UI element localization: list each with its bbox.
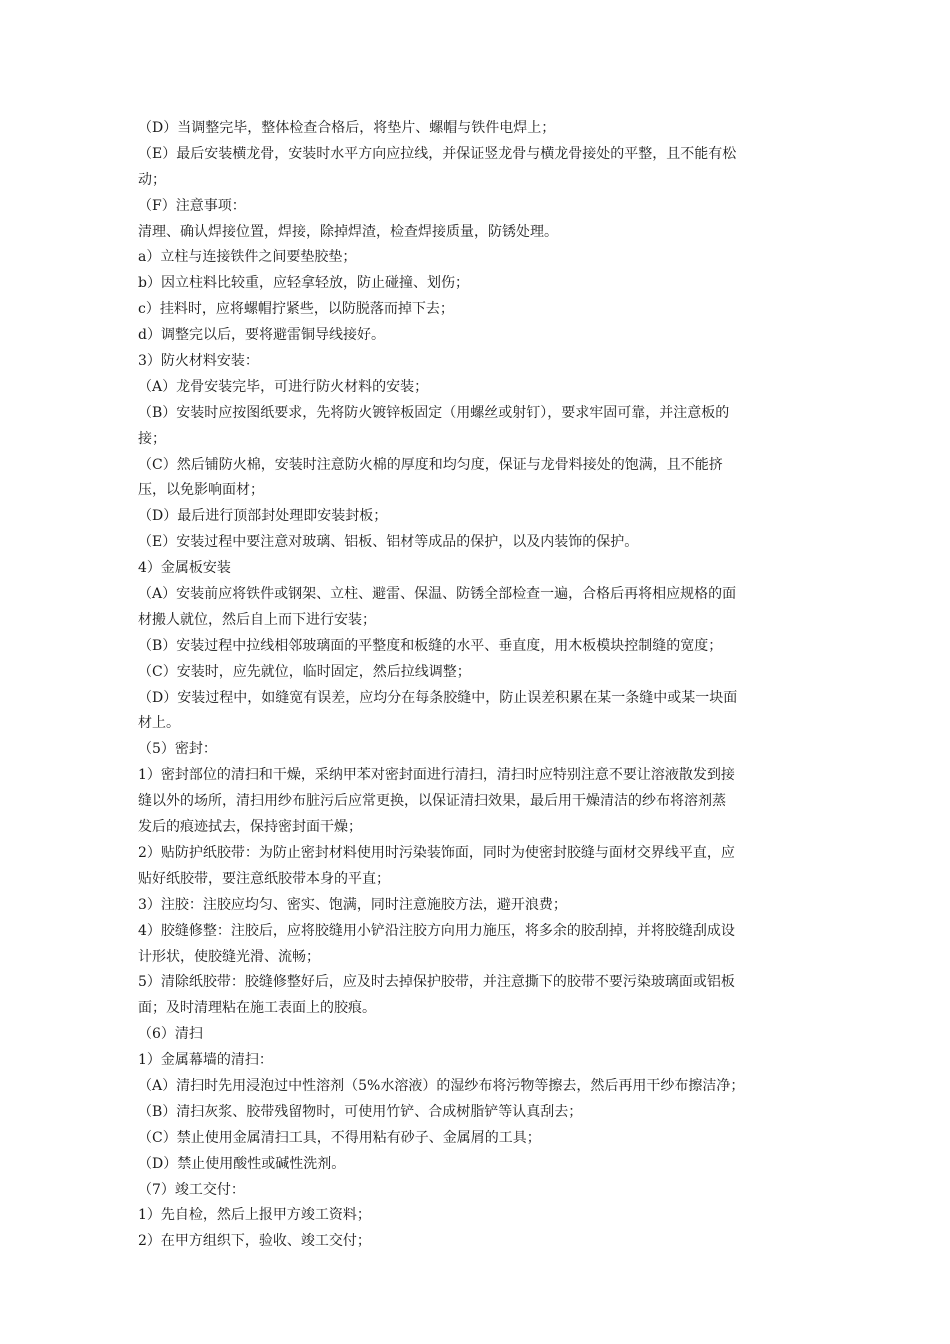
- text-line: （C）安装时，应先就位，临时固定，然后拉线调整；: [138, 663, 471, 680]
- text-line: 清理、确认焊接位置，焊接，除掉焊渣，检查焊接质量，防锈处理。: [138, 223, 558, 240]
- text-line: 2）在甲方组织下，验收、竣工交付；: [138, 1233, 371, 1250]
- text-line: 缝以外的场所，清扫用纱布脏污后应常更换，以保证清扫效果，最后用干燥清洁的纱布将溶剂蒸: [138, 793, 726, 810]
- text-line: （D）禁止使用酸性或碱性洗剂。: [138, 1155, 346, 1172]
- text-line: （A）龙骨安装完毕，可进行防火材料的安装；: [138, 378, 429, 395]
- text-line: （E）最后安装横龙骨，安装时水平方向应拉线，并保证竖龙骨与横龙骨接处的平整，且不能有松: [138, 145, 737, 162]
- text-line: 接；: [138, 430, 166, 447]
- text-line: （B）安装过程中拉线相邻玻璃面的平整度和板缝的水平、垂直度，用木板模块控制缝的宽度；: [138, 637, 723, 654]
- text-line: （A）清扫时先用浸泡过中性溶剂（5%水溶液）的湿纱布将污物等擦去，然后再用干纱布擦洁净；: [138, 1077, 745, 1094]
- text-line: （B）清扫灰浆、胶带残留物时，可使用竹铲、合成树脂铲等认真刮去；: [138, 1103, 583, 1120]
- text-line: 压，以免影响面材；: [138, 482, 264, 499]
- document-body: [138, 116, 822, 1255]
- text-line: 动；: [138, 171, 166, 188]
- text-line: （D）当调整完毕，整体检查合格后，将垫片、螺帽与铁件电焊上；: [138, 120, 556, 136]
- text-line: （D）最后进行顶部封处理即安装封板；: [138, 508, 388, 525]
- text-line: （D）安装过程中，如缝宽有误差，应均分在每条胶缝中，防止误差积累在某一条缝中或某一块面: [138, 689, 738, 706]
- text-line: 面；及时清理粘在施工表面上的胶痕。: [138, 1000, 376, 1017]
- text-line: 1）先自检，然后上报甲方竣工资料；: [138, 1207, 371, 1224]
- text-line: 发后的痕迹拭去，保持密封面干燥；: [138, 819, 362, 836]
- text-line: 3）注胶：注胶应均匀、密实、饱满，同时注意施胶方法，避开浪费；: [138, 896, 567, 913]
- section-heading: （6）清扫: [138, 1026, 203, 1043]
- text-line: 1）金属幕墙的清扫：: [138, 1052, 273, 1069]
- text-line: 1）密封部位的清扫和干燥，采纳甲苯对密封面进行清扫，清扫时应特别注意不要让溶液散发到接: [138, 767, 735, 784]
- text-line: 4）胶缝修整：注胶后，应将胶缝用小铲沿注胶方向用力施压，将多余的胶刮掉，并将胶缝刮成设: [138, 922, 735, 939]
- text-line: 材搬人就位，然后自上而下进行安装；: [138, 611, 376, 628]
- text-line: 贴好纸胶带，要注意纸胶带本身的平直；: [138, 870, 390, 887]
- section-heading: （5）密封：: [138, 741, 217, 758]
- text-line: （A）安装前应将铁件或钢架、立柱、避雷、保温、防锈全部检查一遍，合格后再将相应规格的面: [138, 586, 737, 603]
- text-line: c）挂料时，应将螺帽拧紧些，以防脱落而掉下去；: [138, 301, 454, 318]
- section-heading: 3）防火材料安装：: [138, 353, 259, 370]
- text-line: d）调整完以后，要将避雷铜导线接好。: [138, 327, 385, 344]
- text-line: （B）安装时应按图纸要求，先将防火镀锌板固定（用螺丝或射钉），要求牢固可靠，并注意板的: [138, 404, 730, 421]
- text-line: （E）安装过程中要注意对玻璃、铝板、铝材等成品的保护，以及内装饰的保护。: [138, 534, 639, 551]
- section-heading: （7）竣工交付：: [138, 1181, 245, 1198]
- text-line: （C）然后铺防火棉，安装时注意防火棉的厚度和均匀度，保证与龙骨料接处的饱满，且不能挤: [138, 456, 723, 473]
- text-line: （C）禁止使用金属清扫工具，不得用粘有砂子、金属屑的工具；: [138, 1129, 541, 1146]
- text-line: b）因立柱料比较重，应轻拿轻放，防止碰撞、划伤；: [138, 275, 469, 292]
- section-heading: 4）金属板安装: [138, 560, 231, 577]
- text-line: 材上。: [138, 715, 180, 732]
- text-line: a）立柱与连接铁件之间要垫胶垫；: [138, 249, 357, 266]
- text-line: 计形状，使胶缝光滑、流畅；: [138, 948, 320, 965]
- text-line: （F）注意事项：: [138, 197, 246, 214]
- text-line: 2）贴防护纸胶带：为防止密封材料使用时污染装饰面，同时为使密封胶缝与面材交界线平直，应: [138, 844, 735, 861]
- text-line: 5）清除纸胶带：胶缝修整好后，应及时去掉保护胶带，并注意撕下的胶带不要污染玻璃面或铝板: [138, 974, 735, 991]
